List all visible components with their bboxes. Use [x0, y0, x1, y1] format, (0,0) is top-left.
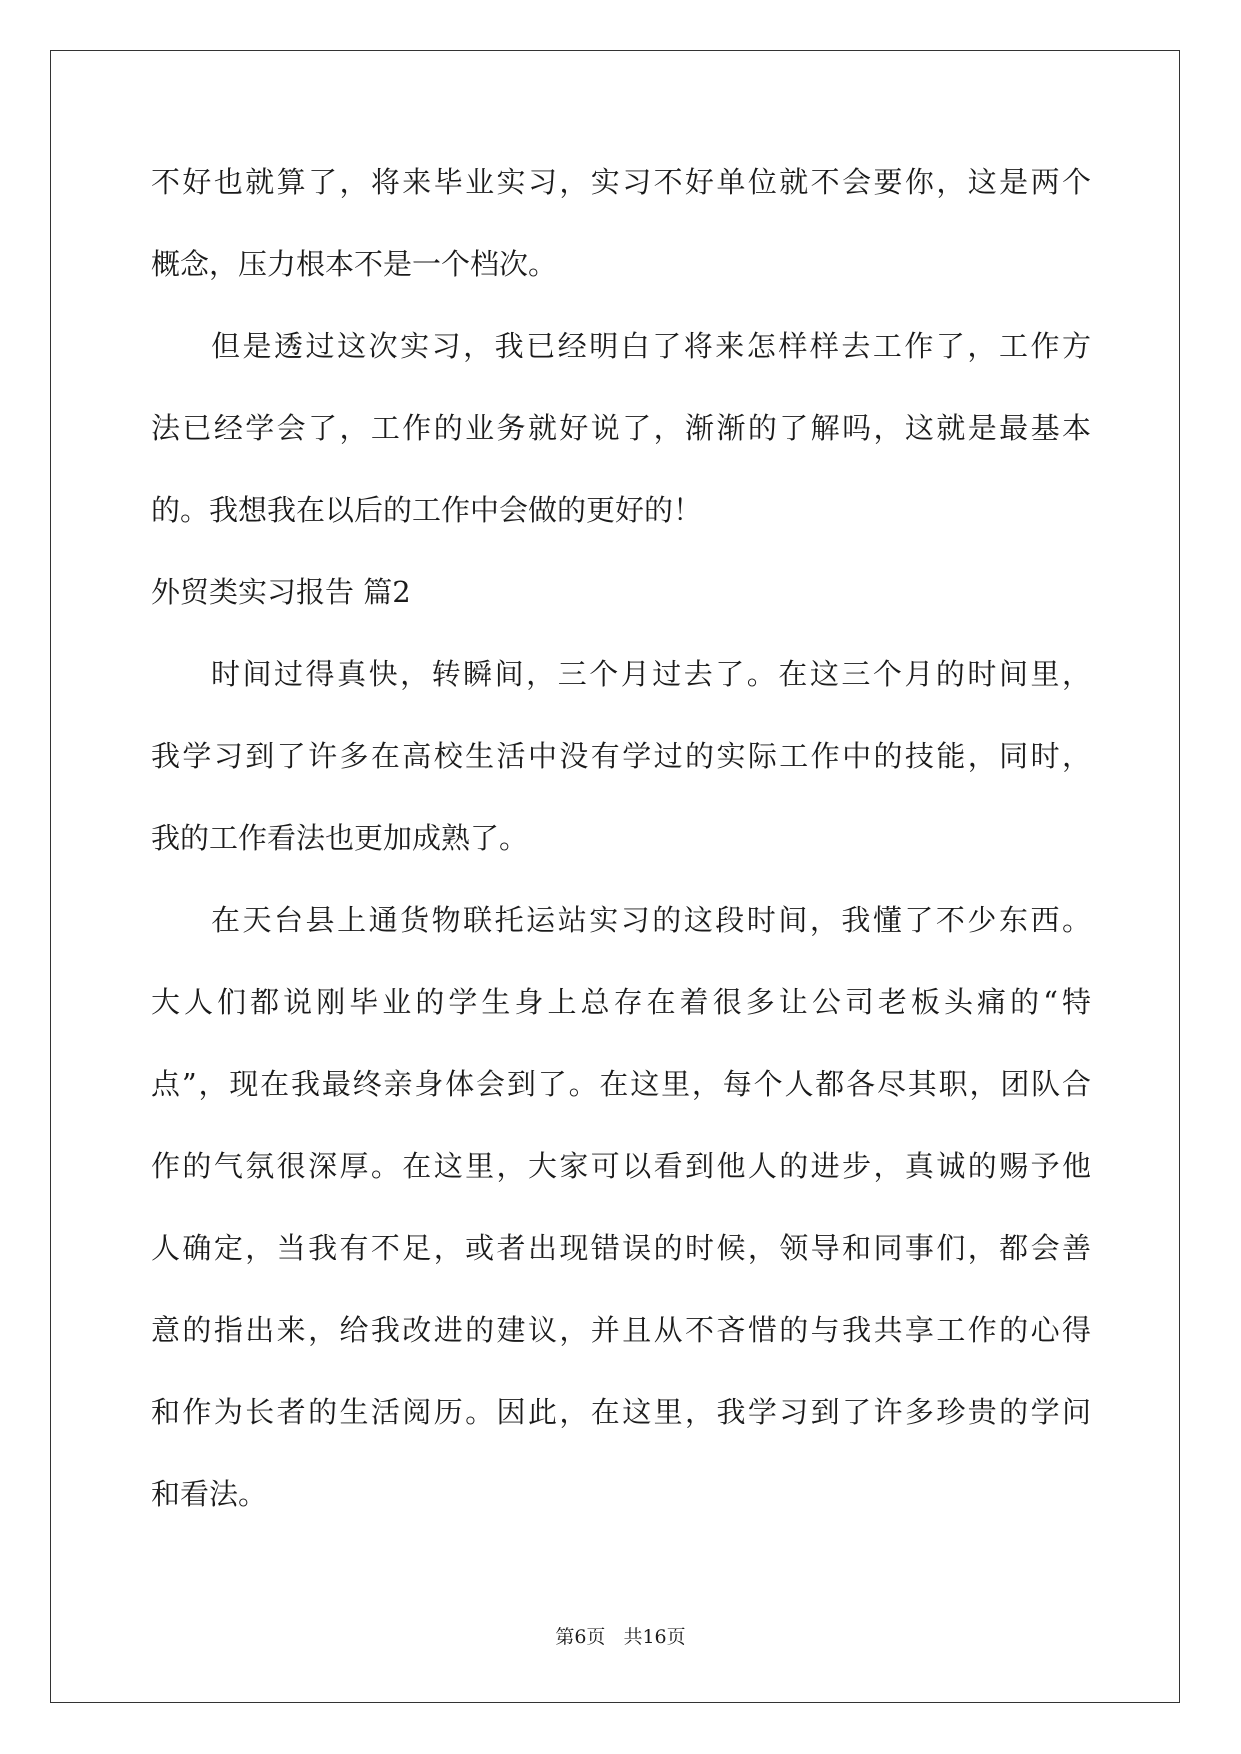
- paragraph-line: 和作为长者的生活阅历。因此，在这里，我学习到了许多珍贵的学问: [151, 1395, 1091, 1429]
- paragraph-line: 的。我想我在以后的工作中会做的更好的！: [151, 493, 703, 527]
- paragraph-line: 在天台县上通货物联托运站实习的这段时间，我懂了不少东西。: [211, 903, 1091, 937]
- paragraph-line: 不好也就算了，将来毕业实习，实习不好单位就不会要你，这是两个: [151, 165, 1091, 199]
- document-body: [151, 160, 1091, 1554]
- page-number: 第6页: [555, 1626, 606, 1648]
- paragraph-line: 我的工作看法也更加成熟了。: [151, 821, 529, 855]
- section-heading: 外贸类实习报告 篇2: [151, 575, 411, 609]
- paragraph-line: 我学习到了许多在高校生活中没有学过的实际工作中的技能，同时，: [151, 739, 1091, 773]
- paragraph-line: 作的气氛很深厚。在这里，大家可以看到他人的进步，真诚的赐予他: [151, 1149, 1091, 1183]
- page-footer: [0, 1622, 1241, 1649]
- paragraph-line: 意的指出来，给我改进的建议，并且从不吝惜的与我共享工作的心得: [151, 1313, 1091, 1347]
- paragraph-line: 和看法。: [151, 1477, 268, 1511]
- paragraph-line: 人确定，当我有不足，或者出现错误的时候，领导和同事们，都会善: [151, 1231, 1091, 1265]
- paragraph-line: 法已经学会了，工作的业务就好说了，渐渐的了解吗，这就是最基本: [151, 411, 1091, 445]
- paragraph-line: 大人们都说刚毕业的学生身上总存在着很多让公司老板头痛的“特: [151, 985, 1091, 1019]
- paragraph-line: 点”，现在我最终亲身体会到了。在这里，每个人都各尽其职，团队合: [151, 1067, 1091, 1101]
- paragraph-line: 但是透过这次实习，我已经明白了将来怎样样去工作了，工作方: [211, 329, 1091, 363]
- paragraph-line: 概念，压力根本不是一个档次。: [151, 247, 558, 281]
- page-total: 共16页: [623, 1626, 686, 1648]
- paragraph-line: 时间过得真快，转瞬间，三个月过去了。在这三个月的时间里，: [211, 657, 1091, 691]
